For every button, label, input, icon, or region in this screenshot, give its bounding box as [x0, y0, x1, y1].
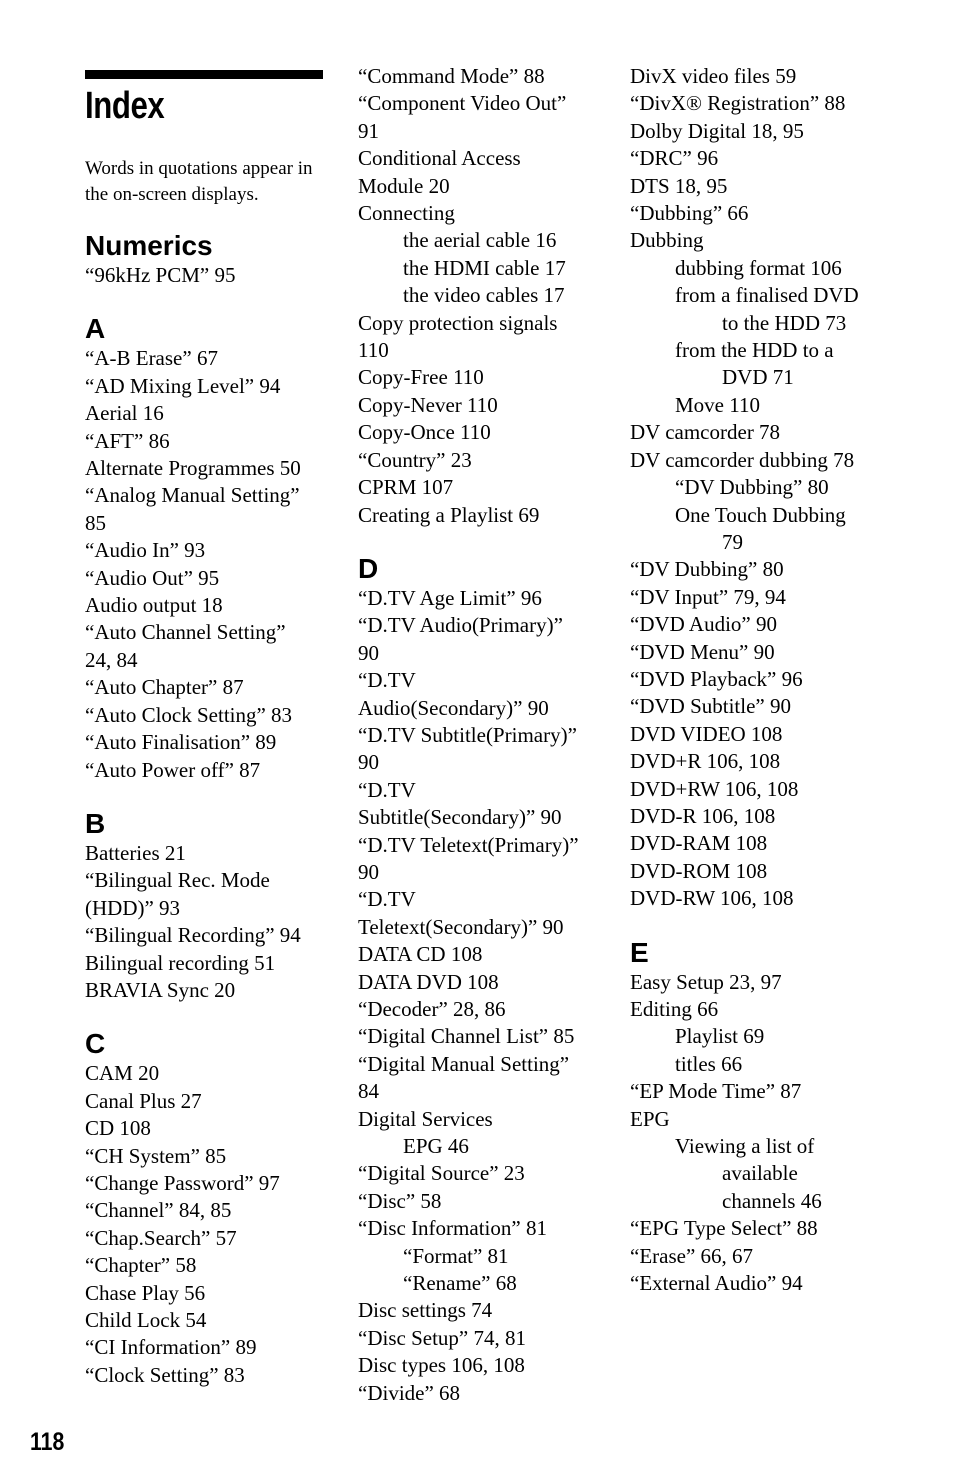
index-entry: “External Audio” 94	[630, 1271, 803, 1296]
index-entry: “AD Mixing Level” 94	[85, 373, 281, 398]
index-entry: DVD-ROM 108	[630, 858, 768, 883]
intro-text: Words in quotations appear in the on-screen displays.	[85, 158, 313, 205]
index-entry: Audio(Secondary)” 90	[358, 695, 549, 720]
index-entry: “Component Video Out”	[358, 91, 567, 116]
index-entry: 90	[358, 750, 379, 775]
index-entry: 84	[358, 1079, 379, 1104]
index-entry: Conditional Access	[358, 146, 521, 171]
index-entry: DV camcorder dubbing 78	[630, 447, 855, 472]
index-entry: “Command Mode” 88	[358, 64, 545, 88]
index-subentry: EPG 46	[403, 1134, 469, 1159]
index-entry: “D.TV Subtitle(Primary)”	[358, 722, 577, 747]
index-entry: Subtitle(Secondary)” 90	[358, 805, 562, 830]
index-subentry: from the HDD to a	[675, 338, 834, 363]
index-entry: Dubbing	[630, 228, 704, 253]
index-entry: Editing 66	[630, 997, 719, 1021]
section-heading: D	[358, 552, 379, 584]
index-entry: Digital Services	[358, 1106, 493, 1131]
index-entry: Easy Setup 23, 97	[630, 969, 782, 994]
index-entry: DVD+R 106, 108	[630, 749, 781, 774]
index-entry: “DV Input” 79, 94	[630, 584, 786, 609]
section-heading: E	[630, 936, 649, 968]
index-entry: “Decoder” 28, 86	[358, 997, 506, 1021]
index-column-3	[630, 63, 875, 1297]
index-subentry: titles 66	[675, 1051, 743, 1076]
index-entry: “Disc” 58	[358, 1188, 442, 1213]
index-entry: Chase Play 56	[85, 1280, 206, 1305]
index-entry: BRAVIA Sync 20	[85, 977, 236, 1002]
index-entry: “D.TV Audio(Primary)”	[358, 613, 563, 638]
index-subentry: Move 110	[675, 392, 760, 417]
index-entry: 85	[85, 510, 106, 535]
index-column-1	[85, 230, 330, 1389]
index-entry: 90	[358, 859, 379, 884]
index-entry: “Disc Setup” 74, 81	[358, 1325, 526, 1350]
index-entry: (HDD)” 93	[85, 895, 181, 920]
index-subentry: “DV Dubbing” 80	[675, 475, 829, 500]
index-entry: DTS 18, 95	[630, 173, 728, 198]
index-entry: “Digital Channel List” 85	[358, 1024, 575, 1049]
index-entry: “DivX® Registration” 88	[630, 91, 846, 116]
index-entry: 110	[358, 338, 389, 363]
index-entry: CD 108	[85, 1116, 151, 1141]
index-entry: EPG	[630, 1106, 670, 1131]
index-entry: “Auto Power off” 87	[85, 757, 261, 782]
index-entry: Connecting	[358, 201, 455, 226]
index-subentry: from a finalised DVD	[675, 283, 859, 308]
section-heading: Numerics	[85, 230, 213, 261]
index-entry: “Bilingual Recording” 94	[85, 923, 301, 948]
index-entry: “DV Dubbing” 80	[630, 557, 784, 582]
index-entry: DV camcorder 78	[630, 420, 781, 445]
index-subentry: 79	[722, 529, 743, 554]
index-subentry: “Format” 81	[403, 1243, 509, 1268]
index-subentry: “Rename” 68	[403, 1271, 517, 1296]
section-heading: C	[85, 1028, 106, 1060]
index-entry: “Digital Source” 23	[358, 1161, 525, 1186]
index-entry: “DRC” 96	[630, 146, 719, 171]
index-entry: “Audio In” 93	[85, 538, 206, 563]
index-entry: CAM 20	[85, 1061, 160, 1086]
index-entry: “Bilingual Rec. Mode	[85, 868, 270, 893]
index-subentry: to the HDD 73	[722, 310, 847, 335]
index-entry: “D.TV	[358, 668, 416, 693]
index-entry: “Dubbing” 66	[630, 201, 749, 226]
index-entry: Batteries 21	[85, 840, 186, 865]
index-entry: “D.TV Age Limit” 96	[358, 585, 542, 610]
index-entry: 24, 84	[85, 647, 138, 672]
title-rule	[85, 70, 323, 79]
index-entry: Teletext(Secondary)” 90	[358, 914, 564, 939]
index-entry: Aerial 16	[85, 401, 164, 426]
index-entry: “Disc Information” 81	[358, 1216, 547, 1241]
index-entry: “96kHz PCM” 95	[85, 263, 236, 287]
index-subentry: the video cables 17	[403, 283, 565, 308]
index-entry: “D.TV Teletext(Primary)”	[358, 832, 579, 857]
index-entry: “DVD Subtitle” 90	[630, 694, 791, 719]
index-entry: Creating a Playlist 69	[358, 502, 540, 527]
index-entry: “A-B Erase” 67	[85, 346, 218, 371]
index-entry: “Chapter” 58	[85, 1253, 197, 1278]
index-entry: Canal Plus 27	[85, 1088, 202, 1113]
index-entry: “Divide” 68	[358, 1380, 461, 1405]
index-entry: “CH System” 85	[85, 1143, 227, 1168]
index-entry: Copy-Once 110	[358, 420, 491, 445]
section-heading: B	[85, 807, 106, 839]
index-entry: DVD-RW 106, 108	[630, 886, 794, 911]
section-heading: A	[85, 313, 106, 345]
index-subentry: One Touch Dubbing	[675, 502, 846, 527]
index-entry: “Chap.Search” 57	[85, 1225, 237, 1250]
index-entry: “Erase” 66, 67	[630, 1243, 754, 1268]
index-entry: “D.TV	[358, 887, 416, 912]
index-entry: Module 20	[358, 173, 450, 198]
index-entry: DATA DVD 108	[358, 969, 499, 994]
index-column-2	[358, 63, 603, 1407]
index-entry: “EPG Type Select” 88	[630, 1216, 818, 1241]
index-entry: DVD+RW 106, 108	[630, 776, 799, 801]
index-entry: DVD VIDEO 108	[630, 721, 783, 746]
index-entry: “DVD Menu” 90	[630, 639, 775, 664]
page-number: 118	[30, 1428, 65, 1456]
index-entry: “AFT” 86	[85, 428, 170, 453]
index-entry: Dolby Digital 18, 95	[630, 118, 804, 143]
index-entry: “Analog Manual Setting”	[85, 483, 300, 508]
index-entry: Alternate Programmes 50	[85, 456, 301, 481]
index-entry: Copy-Free 110	[358, 365, 484, 390]
index-subentry: the aerial cable 16	[403, 228, 557, 253]
index-subentry: Viewing a list of	[675, 1134, 815, 1159]
index-entry: “Auto Finalisation” 89	[85, 730, 277, 755]
index-entry: “Auto Channel Setting”	[85, 620, 286, 645]
index-entry: “Country” 23	[358, 447, 472, 472]
index-entry: Copy protection signals	[358, 310, 558, 335]
page-title: Index	[85, 85, 165, 127]
index-entry: Child Lock 54	[85, 1308, 207, 1332]
index-subentry: DVD 71	[722, 365, 794, 390]
index-entry: “Channel” 84, 85	[85, 1198, 232, 1223]
index-entry: CPRM 107	[358, 475, 454, 500]
index-subentry: available	[722, 1161, 798, 1186]
index-entry: 90	[358, 640, 379, 665]
index-entry: Disc settings 74	[358, 1298, 493, 1323]
index-subentry: the HDMI cable 17	[403, 255, 566, 280]
index-entry: Audio output 18	[85, 593, 223, 618]
index-entry: “CI Information” 89	[85, 1335, 257, 1360]
index-entry: “Auto Chapter” 87	[85, 675, 244, 700]
index-entry: “Auto Clock Setting” 83	[85, 702, 293, 727]
index-entry: DVD-RAM 108	[630, 831, 768, 856]
index-entry: Copy-Never 110	[358, 392, 498, 417]
index-entry: “Digital Manual Setting”	[358, 1051, 570, 1076]
index-entry: Disc types 106, 108	[358, 1353, 525, 1378]
index-entry: “DVD Audio” 90	[630, 612, 777, 637]
index-entry: DivX video files 59	[630, 64, 797, 88]
index-subentry: channels 46	[722, 1188, 822, 1213]
index-entry: 91	[358, 118, 379, 143]
index-entry: DATA CD 108	[358, 942, 483, 967]
index-subentry: Playlist 69	[675, 1024, 765, 1049]
index-subentry: dubbing format 106	[675, 255, 842, 280]
index-entry: Bilingual recording 51	[85, 950, 276, 975]
index-entry: “Clock Setting” 83	[85, 1362, 245, 1387]
index-entry: “Audio Out” 95	[85, 565, 220, 590]
index-entry: “Change Password” 97	[85, 1170, 280, 1195]
index-entry: “EP Mode Time” 87	[630, 1079, 802, 1104]
index-entry: DVD-R 106, 108	[630, 803, 776, 828]
index-entry: “DVD Playback” 96	[630, 666, 803, 691]
index-entry: “D.TV	[358, 777, 416, 802]
